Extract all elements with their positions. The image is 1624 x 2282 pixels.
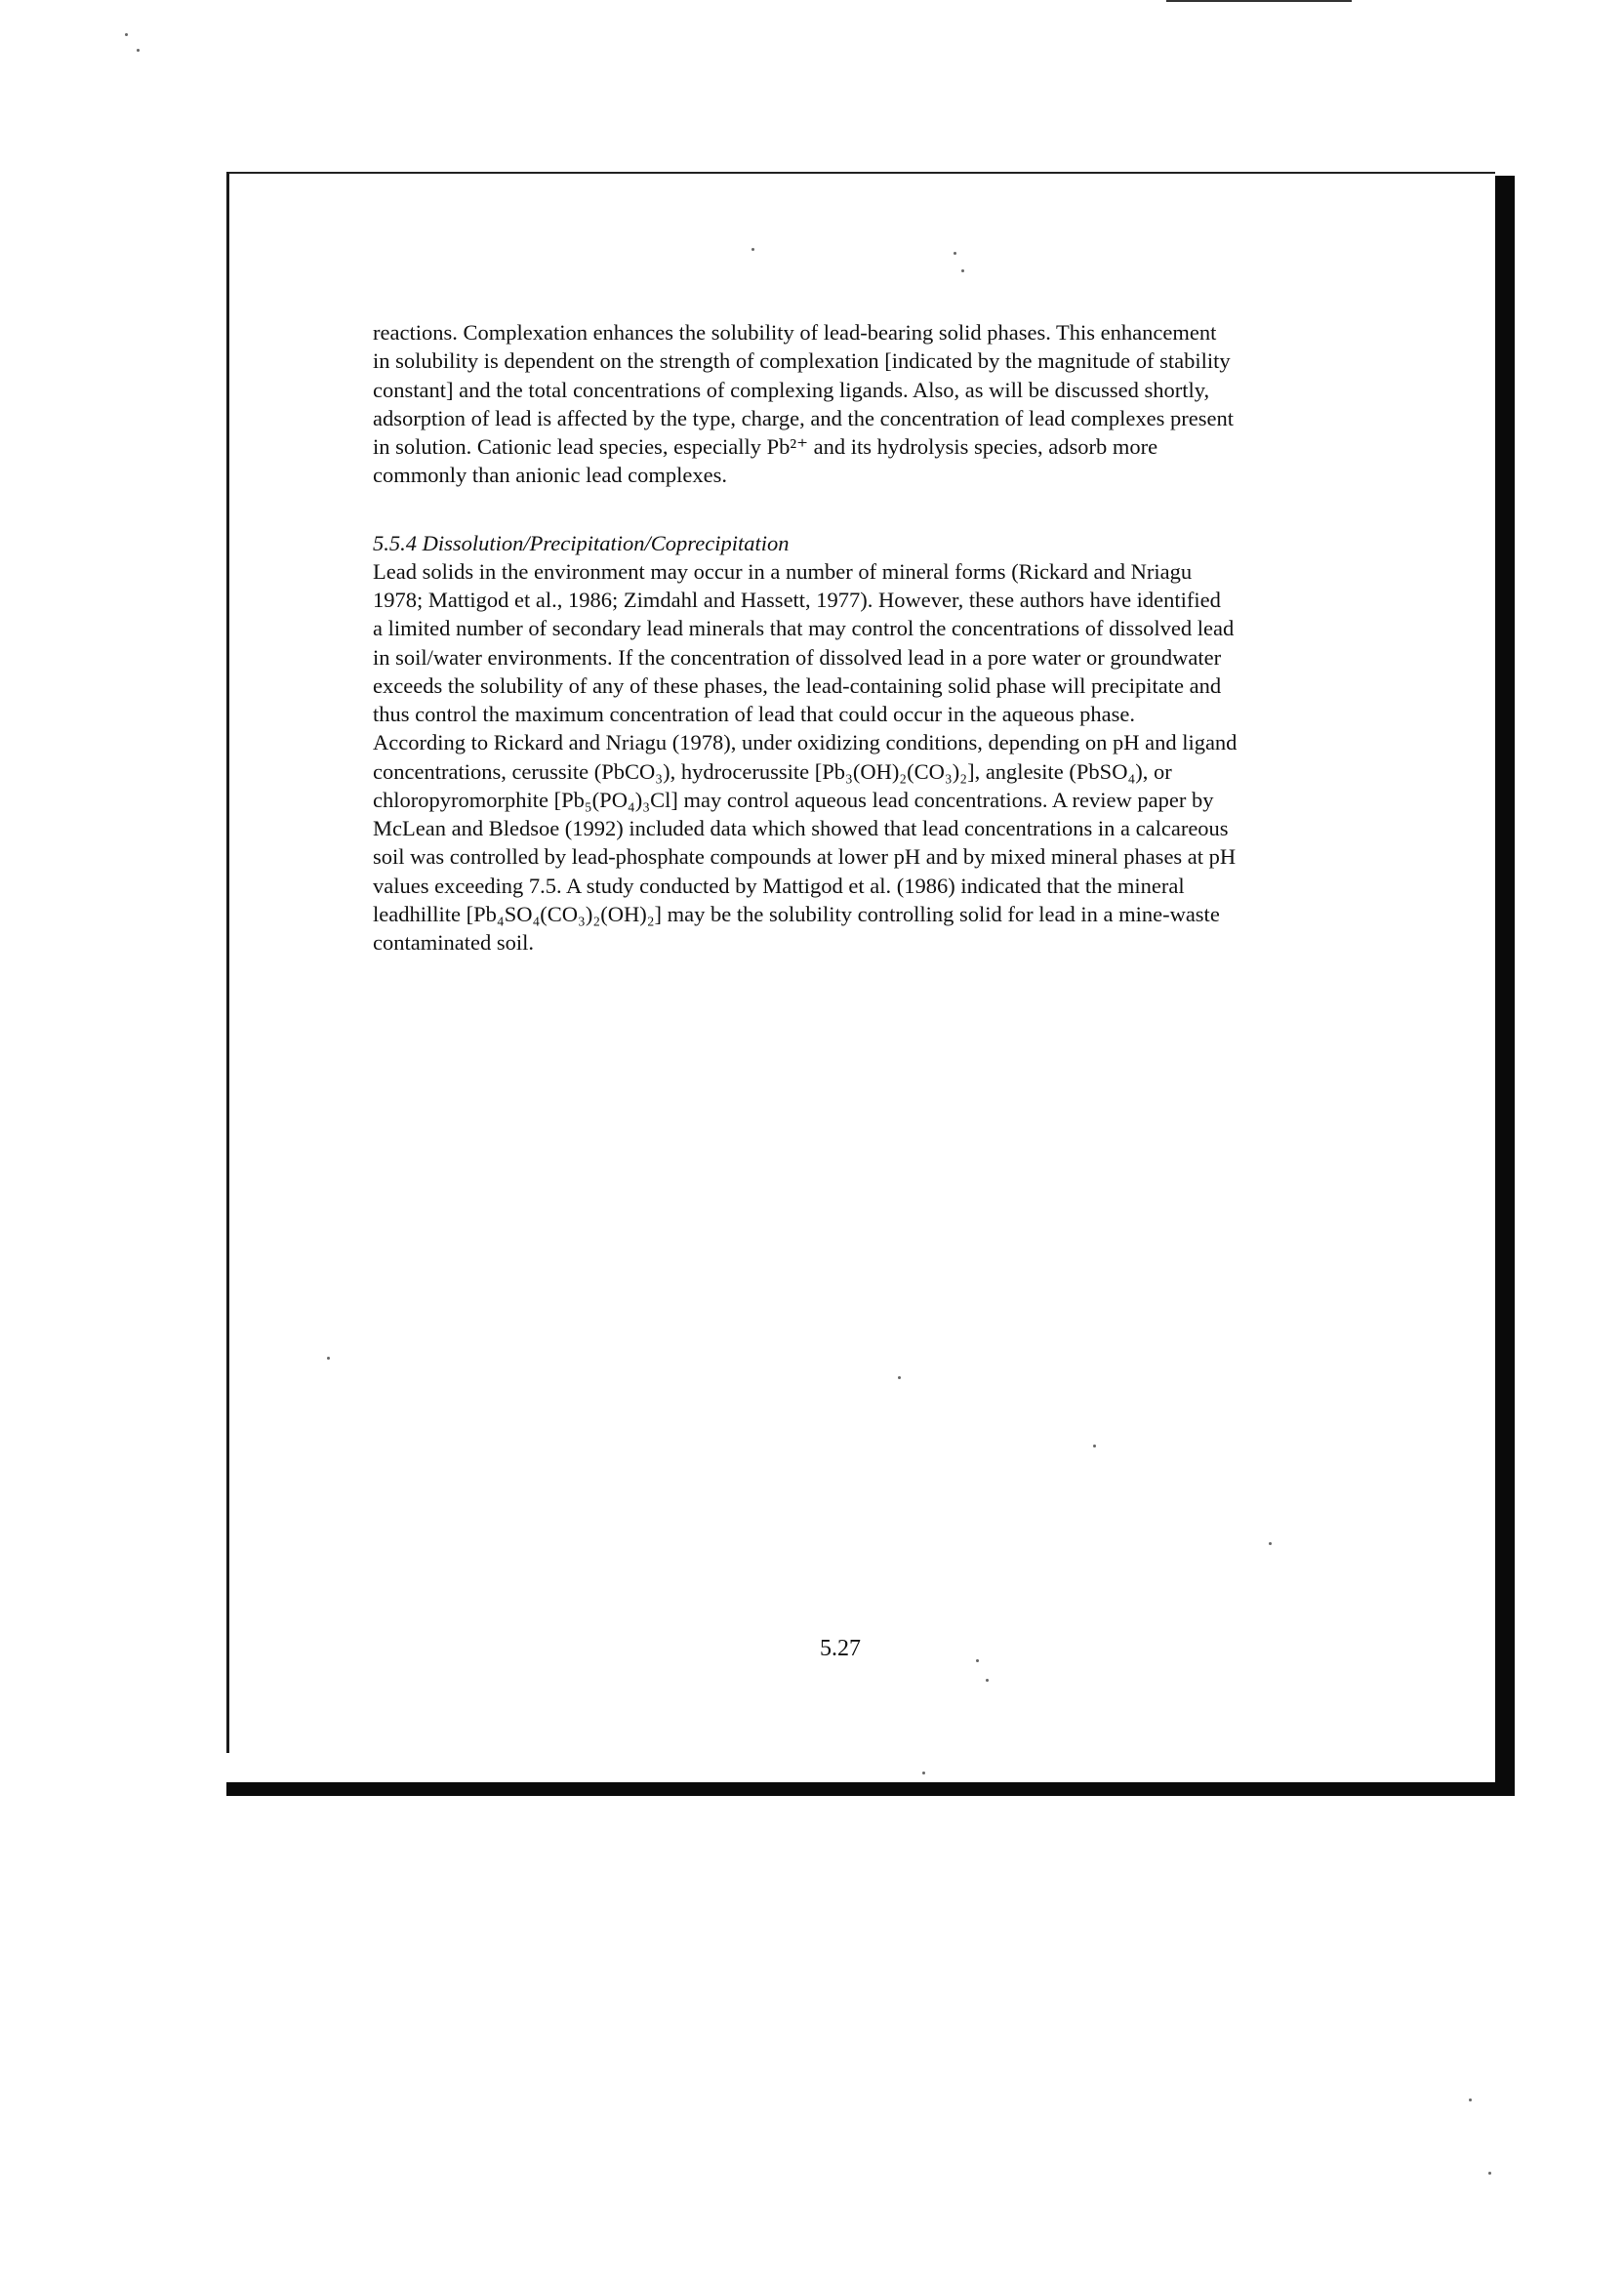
page-frame-top-edge <box>226 172 1495 174</box>
scan-speck <box>954 252 956 255</box>
text-line: Lead solids in the environment may occur in a number of mineral forms (Rickard and Nriagu <box>373 558 1193 584</box>
paragraph-lead-solids <box>373 557 1398 958</box>
scan-speck <box>986 1679 989 1682</box>
scan-speck <box>961 269 964 272</box>
text-line: According to Rickard and Nriagu (1978), under oxidizing conditions, depending on pH and ligand <box>373 730 1238 755</box>
paragraph-complexation <box>373 318 1398 490</box>
text-line: values exceeding 7.5. A study conducted by Mattigod et al. (1986) indicated that the mineral <box>373 873 1185 898</box>
scan-speck <box>751 248 754 251</box>
scan-speck <box>1269 1542 1272 1545</box>
text-line: concentrations, cerussite (PbCO₃), hydrocerussite [Pb₃(OH)₂(CO₃)₂], anglesite (PbSO₄), or <box>373 758 1172 784</box>
page-frame-right-edge <box>1495 176 1515 1796</box>
text-line: McLean and Bledsoe (1992) included data which showed that lead concentrations in a calcareous <box>373 816 1229 840</box>
text-line: in solution. Cationic lead species, especially Pb²⁺ and its hydrolysis species, adsorb more <box>373 434 1158 459</box>
text-line: exceeds the solubility of any of these phases, the lead-containing solid phase will precipitate and <box>373 672 1222 698</box>
text-line: leadhillite [Pb₄SO₄(CO₃)₂(OH)₂] may be the solubility controlling solid for lead in a mine-waste <box>373 901 1220 926</box>
section-heading: 5.5.4 Dissolution/Precipitation/Coprecipitation <box>373 530 790 555</box>
text-line: thus control the maximum concentration of lead that could occur in the aqueous phase. <box>373 702 1136 726</box>
text-line: constant] and the total concentrations of complexing ligands. Also, as will be discussed shortly, <box>373 377 1210 402</box>
text-line: reactions. Complexation enhances the solubility of lead-bearing solid phases. This enhancement <box>373 320 1217 345</box>
document-body <box>373 318 1398 957</box>
scan-speck <box>976 1659 979 1662</box>
text-line: 1978; Mattigod et al., 1986; Zimdahl and Hassett, 1977). However, these authors have identified <box>373 588 1221 612</box>
text-line: in solubility is dependent on the strength of complexation [indicated by the magnitude of stability <box>373 348 1231 374</box>
page-frame-bottom-edge <box>226 1782 1515 1796</box>
text-line: adsorption of lead is affected by the type, charge, and the concentration of lead complexes present <box>373 405 1234 430</box>
scan-speck <box>922 1772 925 1774</box>
text-line: contaminated soil. <box>373 930 534 955</box>
page-number: 5.27 <box>820 1636 861 1661</box>
scan-speck <box>1488 2172 1491 2175</box>
scan-speck <box>125 33 128 36</box>
scan-speck <box>1093 1445 1096 1447</box>
scan-speck <box>898 1376 901 1379</box>
text-line: commonly than anionic lead complexes. <box>373 463 728 488</box>
scan-speck <box>137 49 140 52</box>
text-line: chloropyromorphite [Pb₅(PO₄)₃Cl] may control aqueous lead concentrations. A review paper by <box>373 787 1214 812</box>
scan-top-rule <box>1166 0 1352 2</box>
text-line: soil was controlled by lead-phosphate compounds at lower pH and by mixed mineral phases at pH <box>373 844 1237 870</box>
page-frame-left-edge <box>226 172 229 1753</box>
text-line: in soil/water environments. If the concentration of dissolved lead in a pore water or groundwater <box>373 644 1222 670</box>
text-line: a limited number of secondary lead minerals that may control the concentrations of dissolved lead <box>373 616 1235 641</box>
scan-speck <box>1469 2099 1472 2101</box>
scan-speck <box>327 1357 330 1360</box>
